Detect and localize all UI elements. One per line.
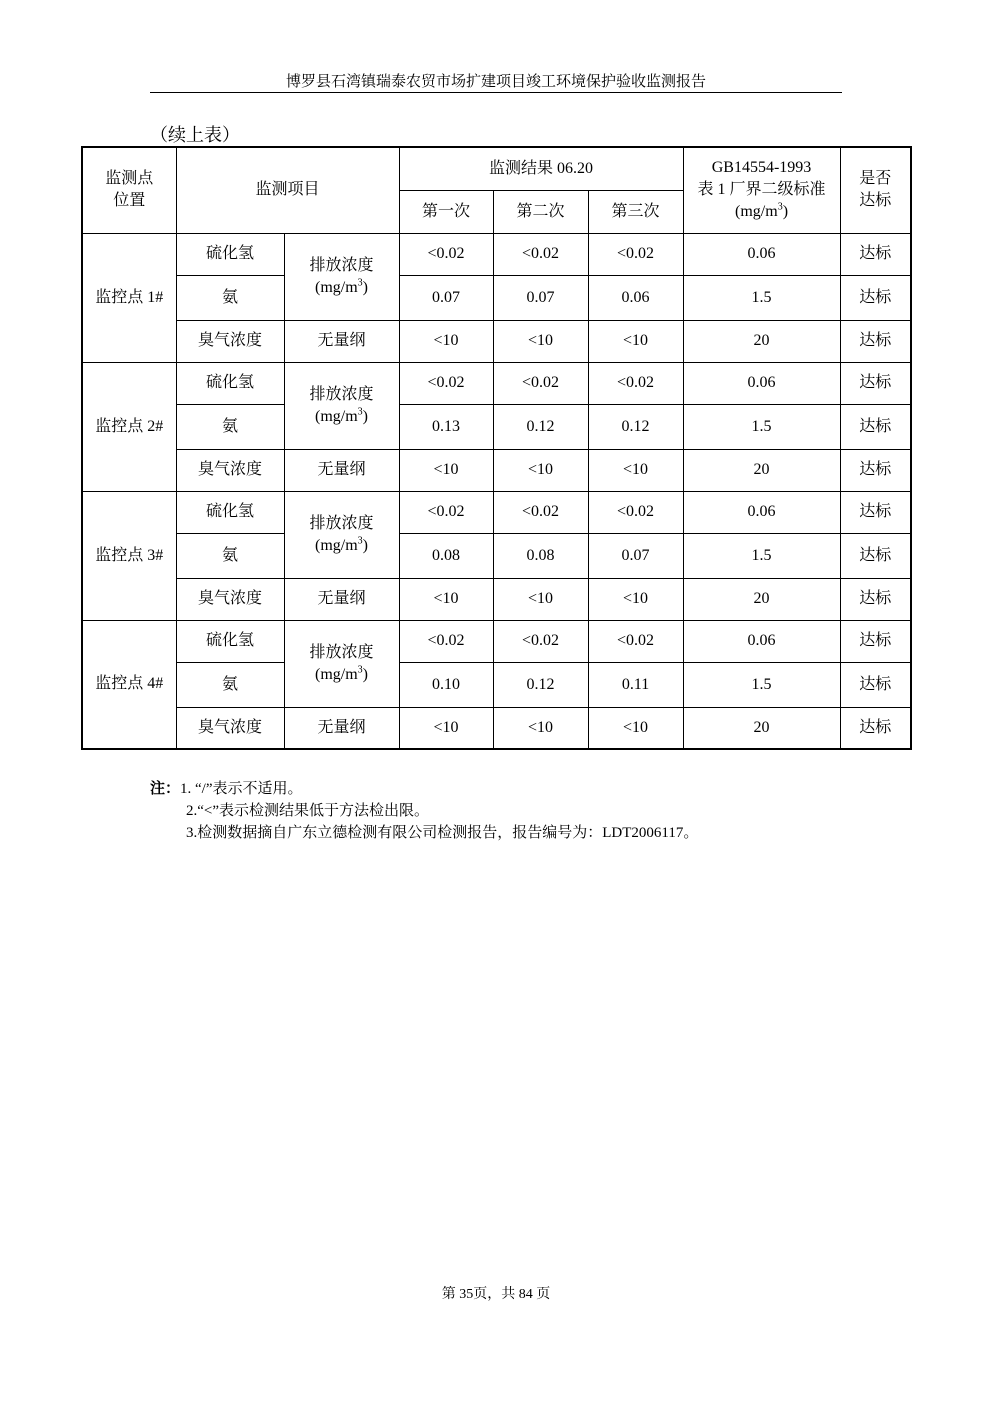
unit-cell: 无量纲 (284, 707, 399, 749)
header-compliance: 是否 达标 (840, 147, 911, 233)
table-row (82, 662, 911, 707)
header-divider (150, 92, 842, 93)
unit-cell: 无量纲 (284, 578, 399, 620)
standard-cell: 1.5 (683, 533, 840, 578)
report-header-title: 博罗县石湾镇瑞泰农贸市场扩建项目竣工环境保护验收监测报告 (285, 74, 706, 90)
unit-cell: 排放浓度 $(mg/m^3)$ (284, 362, 399, 449)
table-row (82, 362, 911, 404)
standard-cell: 0.06 (683, 491, 840, 533)
value-cell: <10 (399, 578, 493, 620)
value-cell: <0.02 (399, 491, 493, 533)
value-cell: <0.02 (588, 491, 683, 533)
table-row (82, 533, 911, 578)
table-row (82, 320, 911, 362)
continued-label: （续上表） (150, 125, 240, 145)
header-location: 监测点 位置 (82, 147, 176, 233)
table-row (82, 233, 911, 275)
pollutant-cell: 氨 (176, 662, 284, 707)
standard-cell: 1.5 (683, 275, 840, 320)
compliance-cell: 达标 (840, 578, 911, 620)
note-line-3: 3.检测数据摘自广东立德检测有限公司检测报告，报告编号为：LDT2006117。 (186, 825, 699, 841)
value-cell: <0.02 (588, 233, 683, 275)
compliance-cell: 达标 (840, 449, 911, 491)
unit-cell: 排放浓度 $(mg/m^3)$ (284, 233, 399, 320)
header-run-1: 第一次 (399, 190, 493, 233)
value-cell: 0.07 (588, 533, 683, 578)
value-cell: <0.02 (399, 233, 493, 275)
compliance-cell: 达标 (840, 233, 911, 275)
pollutant-cell: 氨 (176, 275, 284, 320)
value-cell: 0.07 (493, 275, 588, 320)
value-cell: <10 (493, 578, 588, 620)
value-cell: <10 (399, 707, 493, 749)
unit-cell: 无量纲 (284, 320, 399, 362)
value-cell: <10 (399, 320, 493, 362)
table-row (82, 404, 911, 449)
value-cell: 0.12 (493, 662, 588, 707)
value-cell: <0.02 (493, 491, 588, 533)
standard-cell: 20 (683, 320, 840, 362)
monitoring-results-table (81, 146, 912, 750)
pollutant-cell: 氨 (176, 533, 284, 578)
pollutant-cell: 臭气浓度 (176, 320, 284, 362)
value-cell: 0.11 (588, 662, 683, 707)
compliance-cell: 达标 (840, 533, 911, 578)
unit-cell: 排放浓度 $(mg/m^3)$ (284, 491, 399, 578)
value-cell: <10 (588, 320, 683, 362)
pollutant-cell: 硫化氢 (176, 362, 284, 404)
location-cell: 监控点 1# (82, 233, 176, 362)
pollutant-cell: 硫化氢 (176, 620, 284, 662)
standard-cell: 20 (683, 578, 840, 620)
standard-cell: 0.06 (683, 233, 840, 275)
value-cell: 0.06 (588, 275, 683, 320)
compliance-cell: 达标 (840, 620, 911, 662)
value-cell: <0.02 (493, 233, 588, 275)
location-cell: 监控点 3# (82, 491, 176, 620)
value-cell: <10 (588, 578, 683, 620)
pollutant-cell: 硫化氢 (176, 233, 284, 275)
pollutant-cell: 氨 (176, 404, 284, 449)
value-cell: <10 (399, 449, 493, 491)
header-run-3: 第三次 (588, 190, 683, 233)
table-row (82, 578, 911, 620)
unit-cell: 排放浓度 $(mg/m^3)$ (284, 620, 399, 707)
note-line-2: 2.“<”表示检测结果低于方法检出限。 (186, 803, 430, 819)
standard-cell: 20 (683, 449, 840, 491)
value-cell: 0.08 (399, 533, 493, 578)
unit-cell: 无量纲 (284, 449, 399, 491)
value-cell: <0.02 (399, 620, 493, 662)
pollutant-cell: 臭气浓度 (176, 578, 284, 620)
compliance-cell: 达标 (840, 275, 911, 320)
value-cell: <0.02 (588, 620, 683, 662)
value-cell: <0.02 (399, 362, 493, 404)
standard-cell: 0.06 (683, 362, 840, 404)
header-item: 监测项目 (176, 147, 399, 233)
location-cell: 监控点 2# (82, 362, 176, 491)
compliance-cell: 达标 (840, 362, 911, 404)
compliance-cell: 达标 (840, 662, 911, 707)
value-cell: 0.13 (399, 404, 493, 449)
table-row (82, 620, 911, 662)
standard-cell: 0.06 (683, 620, 840, 662)
header-standard: GB14554-1993 表 1 厂界二级标准 $(mg/m^3)$ (683, 147, 840, 233)
table-row (82, 491, 911, 533)
location-cell: 监控点 4# (82, 620, 176, 749)
pollutant-cell: 硫化氢 (176, 491, 284, 533)
value-cell: <10 (493, 320, 588, 362)
value-cell: <10 (588, 707, 683, 749)
note-line-1: 注：1. “/”表示不适用。 (150, 781, 303, 797)
value-cell: <0.02 (493, 362, 588, 404)
compliance-cell: 达标 (840, 320, 911, 362)
compliance-cell: 达标 (840, 707, 911, 749)
standard-cell: 20 (683, 707, 840, 749)
notes-section (150, 778, 698, 844)
table-row (82, 275, 911, 320)
compliance-cell: 达标 (840, 404, 911, 449)
value-cell: <0.02 (493, 620, 588, 662)
pollutant-cell: 臭气浓度 (176, 707, 284, 749)
value-cell: <10 (493, 449, 588, 491)
value-cell: 0.12 (588, 404, 683, 449)
standard-cell: 1.5 (683, 404, 840, 449)
value-cell: <10 (588, 449, 683, 491)
table-row (82, 449, 911, 491)
header-run-2: 第二次 (493, 190, 588, 233)
value-cell: <0.02 (588, 362, 683, 404)
pollutant-cell: 臭气浓度 (176, 449, 284, 491)
header-row-1 (82, 147, 911, 190)
compliance-cell: 达标 (840, 491, 911, 533)
value-cell: <10 (493, 707, 588, 749)
notes-label: 注： (150, 781, 181, 797)
header-result-group: 监测结果 06.20 (399, 147, 683, 190)
value-cell: 0.07 (399, 275, 493, 320)
standard-cell: 1.5 (683, 662, 840, 707)
value-cell: 0.10 (399, 662, 493, 707)
value-cell: 0.12 (493, 404, 588, 449)
value-cell: 0.08 (493, 533, 588, 578)
table-row (82, 707, 911, 749)
page-number: 第 35页，共 84 页 (441, 1287, 551, 1302)
